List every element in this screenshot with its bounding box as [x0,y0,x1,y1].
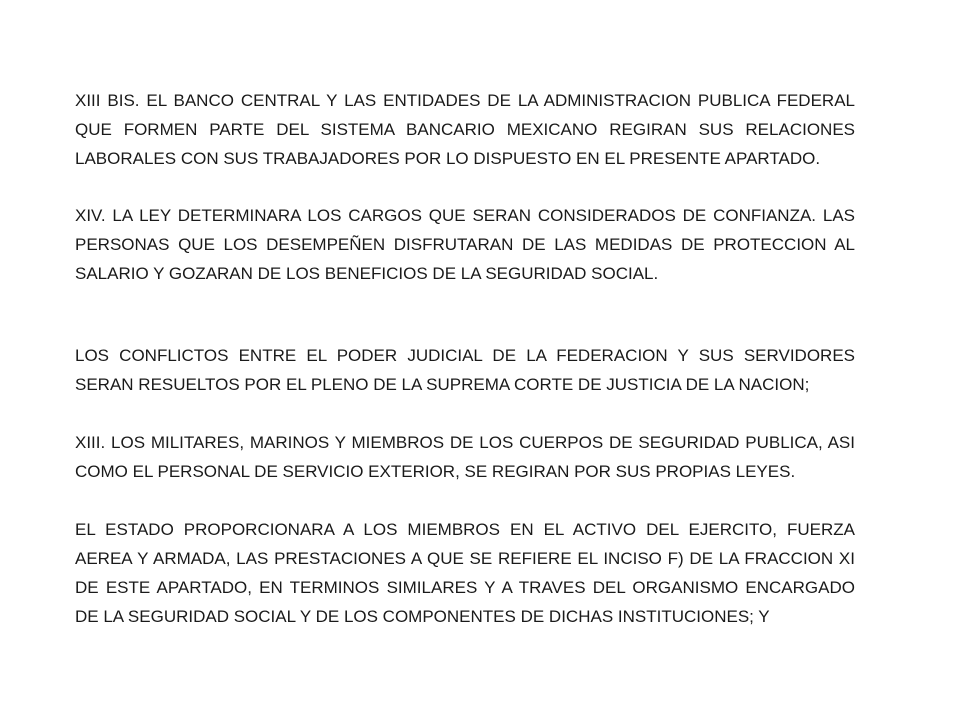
paragraph-estado-proporcionara: EL ESTADO PROPORCIONARA A LOS MIEMBROS EN EL ACTIVO DEL EJERCITO, FUERZA AEREA Y ARMADA, LAS PRESTACIONES A QUE SE REFIERE EL INCISO F) DE LA FRACCION XI DE ESTE APARTADO, EN TERMINOS SIMILARES Y A TRAVES DEL ORGANISMO ENCARGADO DE LA SEGURIDAD SOCIAL Y DE LOS COMPONENTES DE DICHAS INSTITUCIONES; Y [75,520,855,626]
paragraph-xiii-militares: XIII. LOS MILITARES, MARINOS Y MIEMBROS DE LOS CUERPOS DE SEGURIDAD PUBLICA, ASI COMO EL PERSONAL DE SERVICIO EXTERIOR, SE REGIRAN POR SUS PROPIAS LEYES. [75,433,855,481]
paragraph-xiii-bis: XIII BIS. EL BANCO CENTRAL Y LAS ENTIDADES DE LA ADMINISTRACION PUBLICA FEDERAL QUE FORMEN PARTE DEL SISTEMA BANCARIO MEXICANO REGIRAN SUS RELACIONES LABORALES CON SUS TRABAJADORES POR LO DISPUESTO EN EL PRESENTE APARTADO. [75,91,855,168]
paragraph-conflictos: LOS CONFLICTOS ENTRE EL PODER JUDICIAL DE LA FEDERACION Y SUS SERVIDORES SERAN RESUELTOS POR EL PLENO DE LA SUPREMA CORTE DE JUSTICIA DE LA NACION; [75,346,855,394]
paragraph-xiv: XIV. LA LEY DETERMINARA LOS CARGOS QUE SERAN CONSIDERADOS DE CONFIANZA. LAS PERSONAS QUE LOS DESEMPEÑEN DISFRUTARAN DE LAS MEDIDAS DE PROTECCION AL SALARIO Y GOZARAN DE LOS BENEFICIOS DE LA SEGURIDAD SOCIAL. [75,206,855,283]
